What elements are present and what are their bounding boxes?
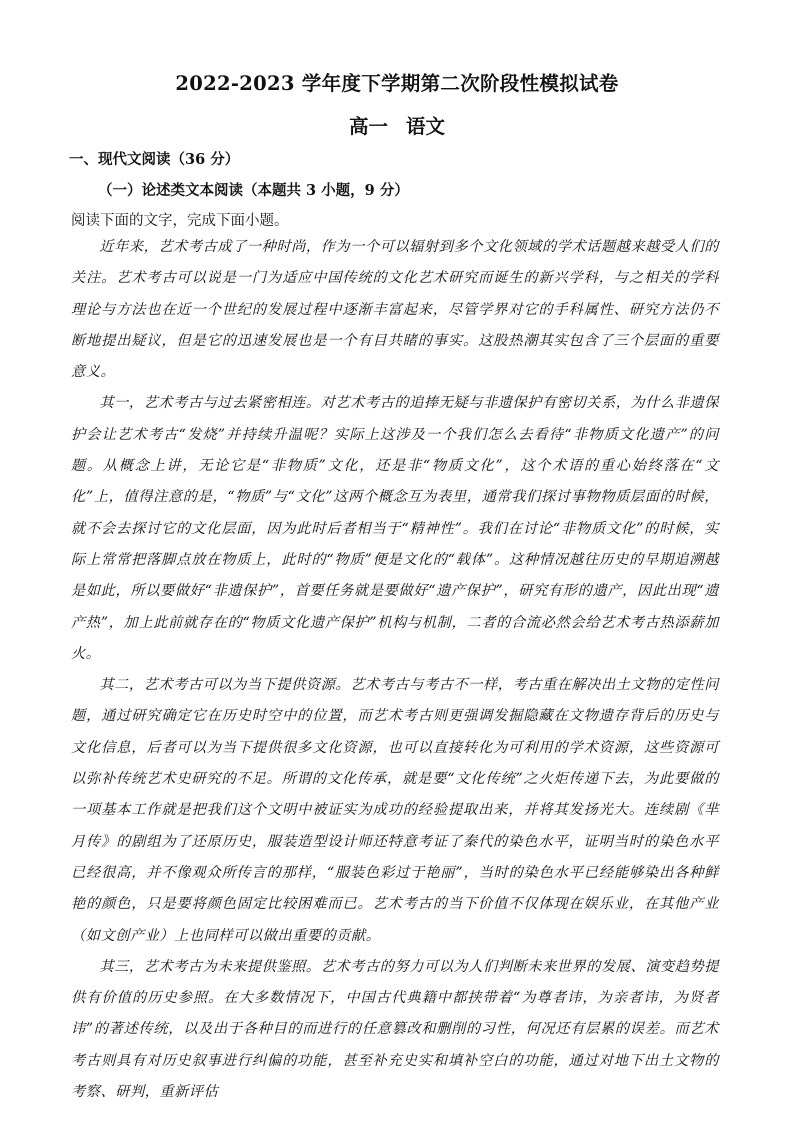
reading-passage bbox=[71, 232, 719, 1108]
passage-paragraph: 其二，艺术考古可以为当下提供资源。艺术考古与考古不一样，考古重在解决出土文物的定性问题，通过研究确定它在历史时空中的位置，而艺术考古则更强调发掘隐藏在文物遗存背后的历史与文化信息，后者可以为当下提供很多文化资源，也可以直接转化为可利用的学术资源，这些资源可以弥补传统艺术史研究的不足。所谓的文化传承，就是要“文化传统”之火炬传递下去，为此要做的一项基本工作就是把我们这个文明中被证实为成功的经验提取出来，并将其发扬光大。连续剧《芈月传》的剧组为了还原历史，服装造型设计师还特意考证了秦代的染色水平，证明当时的染色水平已经很高，并不像观众所传言的那样，“服装色彩过于艳丽”，当时的染色水平已经能够染出各种鲜艳的颜色，只是要将颜色固定比较困难而已。艺术考古的当下价值不仅体现在娱乐业，在其他产业（如文创产业）上也同样可以做出重要的贡献。 bbox=[71, 677, 719, 944]
exam-subtitle bbox=[0, 111, 794, 143]
section-heading: 一、现代文阅读（36 分） bbox=[69, 151, 240, 168]
subsection-heading: （一）论述类文本阅读（本题共 3 小题，9 分） bbox=[98, 182, 409, 199]
reading-instruction: 阅读下面的文字，完成下面小题。 bbox=[71, 213, 289, 229]
passage-paragraph: 其三，艺术考古为未来提供鉴照。艺术考古的努力可以为人们判断未来世界的发展、演变趋势提供有价值的历史参照。在大多数情况下，中国古代典籍中都挟带着“为尊者讳，为亲者讳，为贤者讳”的著述传统，以及出于各种目的而进行的任意篡改和删削的习性，何况还有层累的误差。而艺术考古则具有对历史叙事进行纠偏的功能，甚至补充史实和填补空白的功能，通过对地下出土文物的考察、研判，重新评估 bbox=[71, 958, 719, 1101]
passage-paragraph: 其一，艺术考古与过去紧密相连。对艺术考古的追捧无疑与非遗保护有密切关系，为什么非遗保护会让艺术考古“发烧”并持续升温呢？实际上这涉及一个我们怎么去看待“非物质文化遗产”的问题。从概念上讲，无论它是“非物质”文化，还是非“物质文化”，这个术语的重心始终落在“文化”上，值得注意的是，“物质”与“文化”这两个概念互为表里，通常我们探讨事物物质层面的时候，就不会去探讨它的文化层面，因为此时后者相当于“精神性”。我们在讨论“非物质文化”的时候，实际上常常把落脚点放在物质上，此时的“物质”便是文化的“载体”。这种情况越往历史的早期追溯越是如此，所以要做好“非遗保护”，首要任务就是要做好“遗产保护”，研究有形的遗产，因此出现“遗产热”，加上此前就存在的“物质文化遗产保护”机构与机制，二者的合流必然会给艺术考古热添薪加火。 bbox=[71, 395, 719, 662]
subject-label: 语文 bbox=[406, 115, 446, 138]
passage-paragraph: 近年来，艺术考古成了一种时尚，作为一个可以辐射到多个文化领域的学术话题越来越受人们的关注。艺术考古可以说是一门为适应中国传统的文化艺术研究而诞生的新兴学科，与之相关的学科理论与方法也在近一个世纪的发展过程中逐渐丰富起来，尽管学界对它的手科属性、研究方法仍不断地提出疑议，但是它的迅速发展也是一个有目共睹的事实。这股热潮其实包含了三个层面的重要意义。 bbox=[71, 239, 719, 381]
exam-title: 2022-2023 学年度下学期第二次阶段性模拟试卷 bbox=[175, 72, 619, 95]
grade-label: 高一 bbox=[348, 115, 388, 138]
